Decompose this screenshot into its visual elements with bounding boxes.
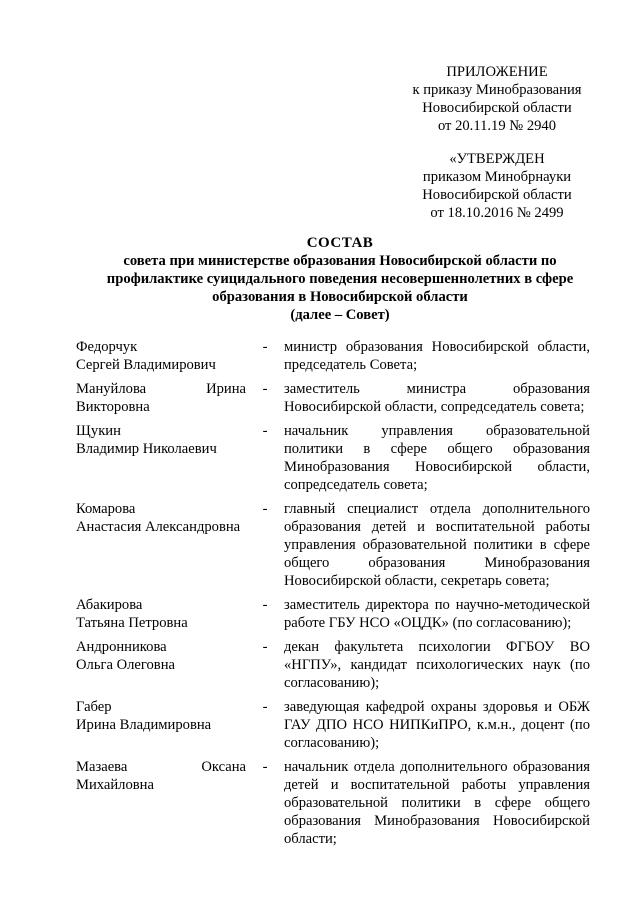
member-given-names: Ольга Олеговна — [76, 657, 175, 673]
member-given-names: Сергей Владимирович — [76, 357, 216, 373]
member-given-names: Анастасия Александровна — [76, 519, 241, 535]
member-dash: - — [262, 597, 268, 613]
member-role: главный специалист отдела дополнительного образования детей и воспитательной работы управления образовательной политики в сфере общего образования Минобразования Новосибирской области, секретарь совета; — [284, 501, 590, 589]
member-role: заместитель директора по научно-методической работе ГБУ НСО «ОЦДК» (по согласованию); — [284, 597, 590, 631]
member-row — [76, 638, 590, 692]
member-surname: Абакирова — [76, 597, 143, 613]
member-role: министр образования Новосибирской области, председатель Совета; — [284, 339, 590, 373]
title-line: (далее – Совет) — [290, 307, 390, 323]
member-name — [76, 422, 246, 494]
member-dash: - — [262, 759, 268, 775]
member-given-names: Ирина Владимировна — [76, 717, 212, 733]
member-dash: - — [262, 423, 268, 439]
member-name — [76, 500, 246, 590]
member-surname: Федорчук — [76, 339, 138, 355]
title-line: профилактике суицидального поведения несовершеннолетних в сфере — [106, 271, 574, 287]
approved-block — [402, 150, 592, 222]
member-given-names: Владимир Николаевич — [76, 441, 217, 457]
appendix-line: от 20.11.19 № 2940 — [437, 118, 557, 134]
member-surname: Габер — [76, 699, 112, 715]
member-dash: - — [262, 339, 268, 355]
member-row — [76, 758, 590, 848]
member-first-name: Ирина — [206, 381, 246, 397]
approved-line: Новосибирской области — [422, 187, 572, 203]
approved-line: «УТВЕРЖДЕН — [449, 151, 545, 167]
member-given-names: Викторовна — [76, 399, 150, 415]
appendix-block — [402, 63, 592, 135]
member-surname: Мануйлова — [76, 381, 147, 397]
member-dash: - — [262, 699, 268, 715]
member-row — [76, 500, 590, 590]
member-dash: - — [262, 381, 268, 397]
member-dash: - — [262, 639, 268, 655]
member-name — [76, 338, 246, 374]
member-row — [76, 596, 590, 632]
member-name — [76, 596, 246, 632]
member-row — [76, 422, 590, 494]
member-role: начальник управления образовательной политики в сфере общего образования Минобразования Новосибирской области, сопредседатель совета; — [284, 423, 590, 493]
member-name — [76, 380, 246, 416]
title-heading: СОСТАВ — [306, 235, 374, 251]
member-name — [76, 638, 246, 692]
member-row — [76, 338, 590, 374]
title-line: совета при министерстве образования Новосибирской области по — [123, 253, 557, 269]
member-surname: Андронникова — [76, 639, 167, 655]
member-surname: Комарова — [76, 501, 136, 517]
member-given-names: Татьяна Петровна — [76, 615, 188, 631]
member-name — [76, 758, 246, 848]
member-row — [76, 698, 590, 752]
document-title — [70, 234, 610, 324]
approved-line: от 18.10.2016 № 2499 — [430, 205, 564, 221]
approved-line: приказом Минобрнауки — [422, 169, 572, 185]
appendix-line: к приказу Минобразования — [412, 82, 582, 98]
member-role: заведующая кафедрой охраны здоровья и ОБЖ ГАУ ДПО НСО НИПКиПРО, к.м.н., доцент (по согласованию); — [284, 699, 590, 751]
member-first-name: Оксана — [201, 759, 246, 775]
member-dash: - — [262, 501, 268, 517]
member-role: декан факультета психологии ФГБОУ ВО «НГПУ», кандидат психологических наук (по согласованию); — [284, 639, 590, 691]
member-list — [76, 338, 590, 854]
member-name — [76, 698, 246, 752]
appendix-line: Новосибирской области — [422, 100, 572, 116]
title-line: образования в Новосибирской области — [212, 289, 468, 305]
member-surname: Щукин — [76, 423, 121, 439]
member-role: начальник отдела дополнительного образования детей и воспитательной работы управления образовательной политики в сфере общего образования Минобразования Новосибирской области; — [284, 759, 590, 847]
member-row — [76, 380, 590, 416]
member-surname: Мазаева — [76, 759, 128, 775]
appendix-line: ПРИЛОЖЕНИЕ — [446, 64, 548, 80]
member-given-names: Михайловна — [76, 777, 154, 793]
member-role: заместитель министра образования Новосибирской области, сопредседатель совета; — [284, 381, 590, 415]
